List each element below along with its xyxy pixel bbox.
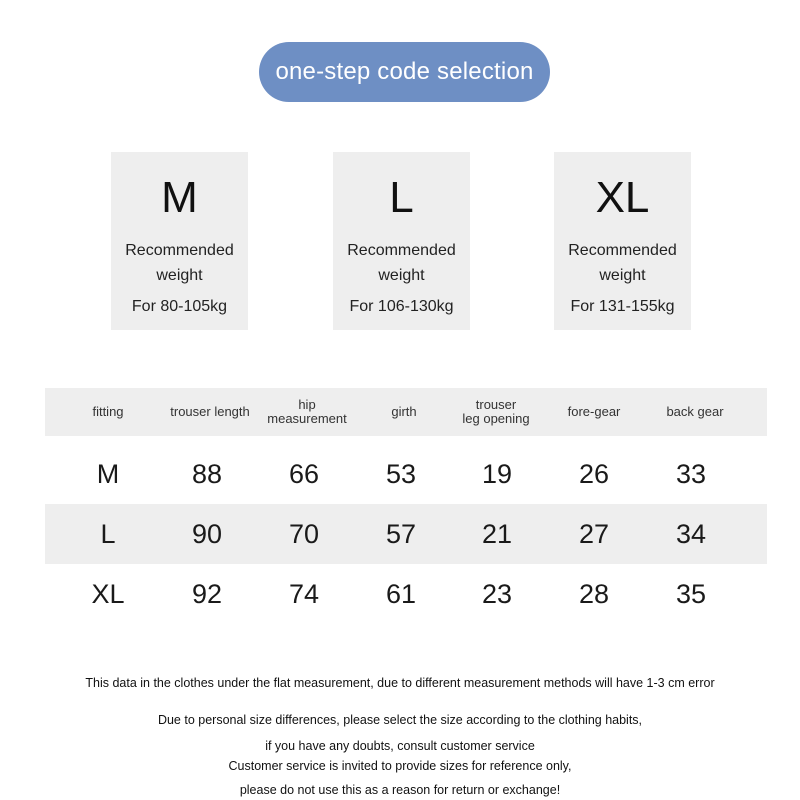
header-trouser-length: trouser length: [170, 404, 250, 419]
fore-gear-value: 26: [578, 458, 610, 489]
weight-range: For 106-130kg: [349, 298, 454, 315]
header-girth: girth: [391, 404, 417, 419]
size-card-l: [333, 152, 470, 330]
trouser-length-value: 88: [191, 458, 223, 489]
row-size: L: [100, 518, 116, 549]
recommended-weight-label: Recommended weight: [568, 242, 677, 284]
weight-range: For 131-155kg: [570, 298, 675, 315]
header-fitting: fitting: [92, 404, 124, 419]
table-body: [45, 444, 767, 624]
row-size: M: [96, 458, 120, 489]
size-label: XL: [595, 173, 650, 222]
measurement-error-note: This data in the clothes under the flat measurement, due to different measurement methods will have 1-3 cm error: [85, 676, 715, 690]
disclaimer-line: Customer service is invited to provide sizes for reference only,: [228, 759, 572, 773]
hip-value: 74: [288, 578, 320, 609]
header-hip-measurement: hip measurement: [267, 397, 347, 426]
disclaimer-line: please do not use this as a reason for return or exchange!: [239, 783, 561, 797]
hip-value: 70: [288, 518, 320, 549]
header-fore-gear: fore-gear: [567, 404, 621, 419]
back-gear-value: 35: [675, 578, 707, 609]
header-back-gear: back gear: [666, 404, 724, 419]
disclaimer-line: if you have any doubts, consult customer service: [265, 739, 535, 753]
table-row: [45, 504, 767, 564]
disclaimer-line: Due to personal size differences, please select the size according to the clothing habits,: [157, 713, 643, 727]
section-title: one-step code selection: [275, 58, 534, 85]
size-label: M: [161, 173, 198, 222]
disclaimer-note: [0, 710, 800, 800]
size-card-xl: [554, 152, 691, 330]
table-row: [45, 444, 767, 504]
table-header-row: [45, 388, 767, 436]
fore-gear-value: 28: [578, 578, 610, 609]
back-gear-value: 34: [675, 518, 707, 549]
size-card-m: [111, 152, 248, 330]
leg-opening-value: 21: [481, 518, 513, 549]
trouser-length-value: 92: [191, 578, 223, 609]
back-gear-value: 33: [675, 458, 707, 489]
section-title-pill: [259, 42, 550, 102]
leg-opening-value: 23: [481, 578, 513, 609]
hip-value: 66: [288, 458, 320, 489]
row-size: XL: [91, 578, 125, 609]
trouser-length-value: 90: [191, 518, 223, 549]
size-chart-table: [45, 388, 767, 624]
table-row: [45, 564, 767, 624]
fore-gear-value: 27: [578, 518, 610, 549]
girth-value: 61: [385, 578, 417, 609]
size-label: L: [389, 173, 414, 222]
recommended-weight-label: Recommended weight: [125, 242, 234, 284]
girth-value: 57: [385, 518, 417, 549]
girth-value: 53: [385, 458, 417, 489]
weight-range: For 80-105kg: [131, 298, 228, 315]
leg-opening-value: 19: [481, 458, 513, 489]
header-trouser-leg-opening: trouser leg opening: [462, 397, 530, 426]
recommended-weight-label: Recommended weight: [347, 242, 456, 284]
